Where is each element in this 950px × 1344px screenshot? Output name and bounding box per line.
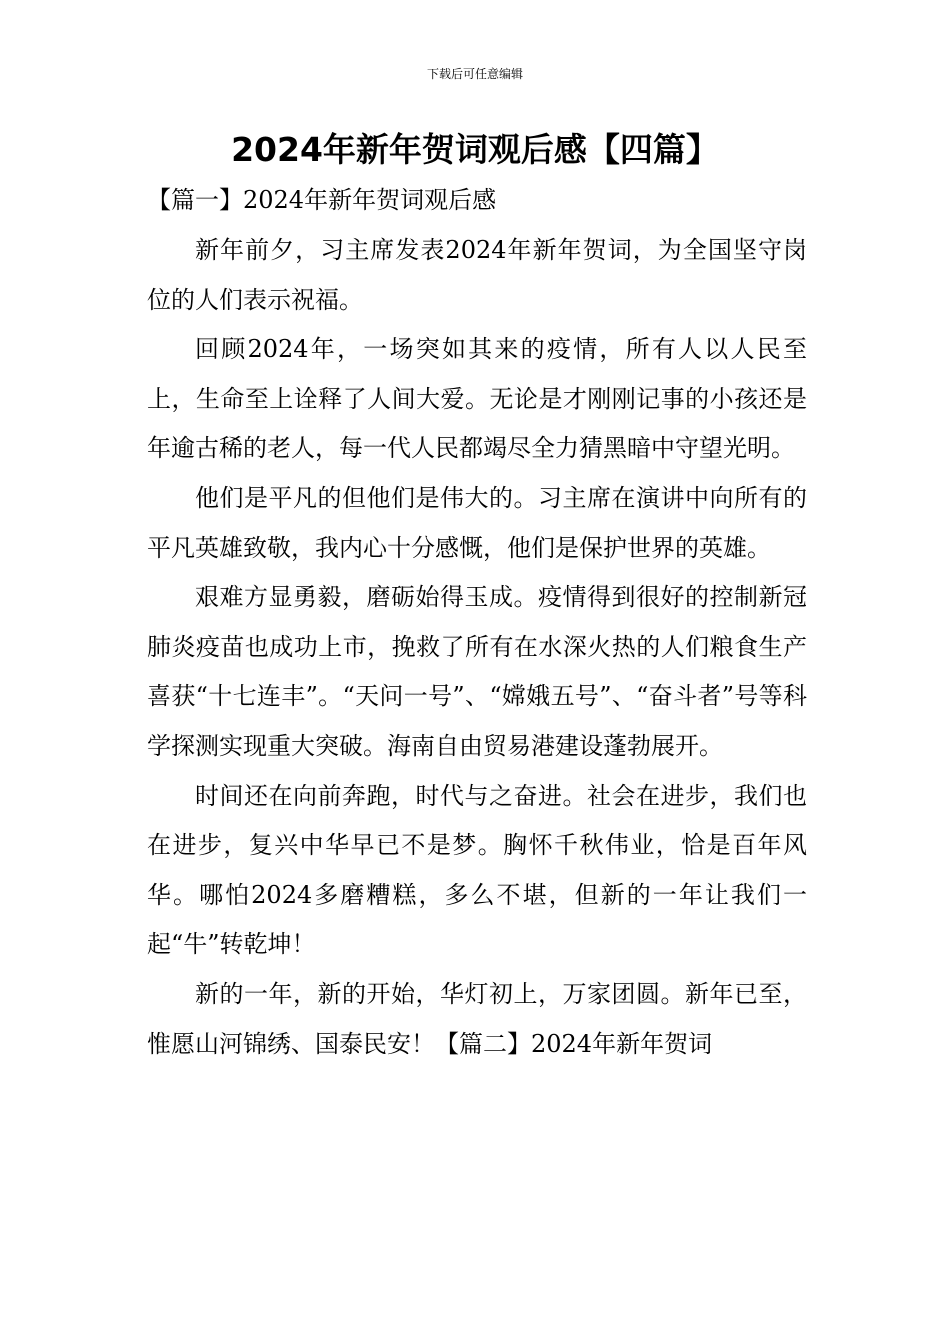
paragraph: 时间还在向前奔跑，时代与之奋进。社会在进步，我们也在进步，复兴中华早已不是梦。胸怀千秋伟业，恰是百年风华。哪怕2024多磨糟糕，多么不堪，但新的一年让我们一起“牛”转乾坤！: [147, 781, 807, 959]
paragraph: 他们是平凡的但他们是伟大的。习主席在演讲中向所有的平凡英雄致敬，我内心十分感慨，他们是保护世界的英雄。: [147, 483, 807, 562]
paragraph: 回顾2024年，一场突如其来的疫情，所有人以人民至上，生命至上诠释了人间大爱。无论是才刚刚记事的小孩还是年逾古稀的老人，每一代人民都竭尽全力猜黑暗中守望光明。: [147, 335, 807, 463]
section-heading: 【篇一】2024年新年贺词观后感: [147, 186, 497, 214]
paragraph: 新的一年，新的开始，华灯初上，万家团圆。新年已至，惟愿山河锦绣、国泰民安！【篇二】2024年新年贺词: [147, 979, 807, 1058]
paragraph: 新年前夕，习主席发表2024年新年贺词，为全国坚守岗位的人们表示祝福。: [147, 236, 807, 314]
body-text: [147, 226, 807, 1069]
paragraph: 艰难方显勇毅，磨砺始得玉成。疫情得到很好的控制新冠肺炎疫苗也成功上市，挽救了所有在水深火热的人们粮食生产喜获“十七连丰”。“天问一号”、“嫦娥五号”、“奋斗者”号等科学探测实现重大突破。海南自由贸易港建设蓬勃展开。: [147, 583, 807, 760]
page-title: 2024年新年贺词观后感【四篇】: [231, 130, 719, 169]
header-note: 下载后可任意编辑: [426, 67, 523, 81]
